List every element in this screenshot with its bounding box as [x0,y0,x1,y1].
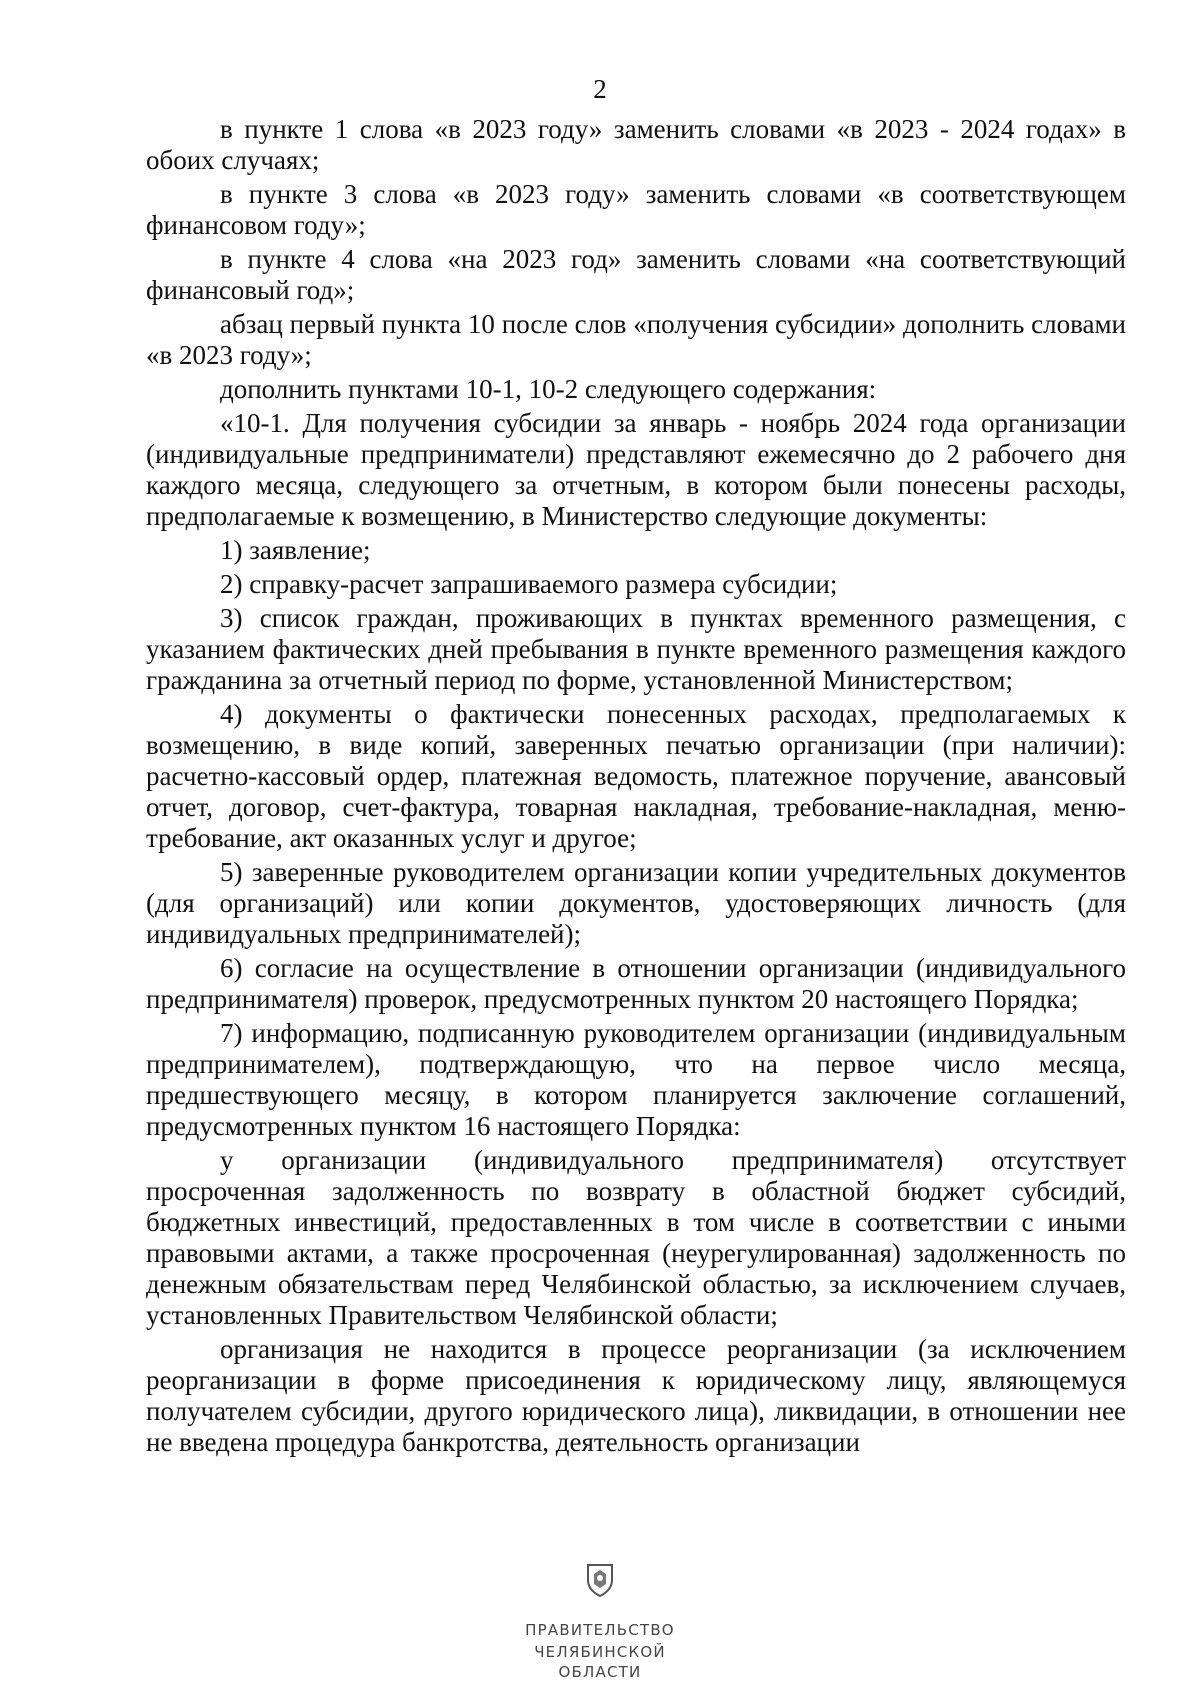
paragraph: организация не находится в процессе реорганизации (за исключением реорганизации в форме присоединения к юридическому лицу, являющемуся получателем субсидии, другого юридического лица), ликвидации, в отношении нее не введена процедура банкротства, деятельность организации [146,1334,1126,1457]
paragraph: в пункте 3 слова «в 2023 году» заменить словами «в соответствующем финансовом году»; [146,179,1126,240]
paragraph: дополнить пунктами 10-1, 10-2 следующего содержания: [220,374,877,404]
list-item: 4) документы о фактически понесенных расходах, предполагаемых к возмещению, в виде копий, заверенных печатью организации (при наличии): расчетно-кассовый ордер, платежная ведомость, платежное поручение, авансовый отчет, договор, счет-фактура, товарная накладная, требование-накладная, меню-требование, акт оказанных услуг и другое; [146,699,1126,853]
government-stamp [515,1562,685,1681]
paragraph: «10-1. Для получения субсидии за январь - ноябрь 2024 года организации (индивидуальные предприниматели) представляют ежемесячно до 2 рабочего дня каждого месяца, следующего за отчетным, в котором были понесены расходы, предполагаемые к возмещению, в Министерство следующие документы: [146,408,1126,531]
list-item: 3) список граждан, проживающих в пунктах временного размещения, с указанием фактических дней пребывания в пункте временного размещения каждого гражданина за отчетный период по форме, установленной Министерством; [146,603,1126,695]
stamp-line-1: ПРАВИТЕЛЬСТВО [525,1621,675,1639]
paragraph: у организации (индивидуального предпринимателя) отсутствует просроченная задолженность по возврату в областной бюджет субсидий, бюджетных инвестиций, предоставленных в том числе в соответствии с иными правовыми актами, а также просроченная (неурегулированная) задолженность по денежным обязательствам перед Челябинской областью, за исключением случаев, установленных Правительством Челябинской области; [146,1145,1126,1330]
paragraph: абзац первый пункта 10 после слов «получения субсидии» дополнить словами «в 2023 году»; [146,309,1126,370]
paragraph: в пункте 1 слова «в 2023 году» заменить словами «в 2023 - 2024 годах» в обоих случаях; [146,114,1126,175]
coat-of-arms-icon [584,1562,616,1598]
list-item: 7) информацию, подписанную руководителем организации (индивидуальным предпринимателем), подтверждающую, что на первое число месяца, предшествующего месяцу, в котором планируется заключение соглашений, предусмотренных пунктом 16 настоящего Порядка: [146,1018,1126,1141]
document-body [146,114,1126,1458]
list-item: 5) заверенные руководителем организации копии учредительных документов (для организаций) или копии документов, удостоверяющих личность (для индивидуальных предпринимателей); [146,857,1126,949]
list-item: 6) согласие на осуществление в отношении организации (индивидуального предпринимателя) проверок, предусмотренных пунктом 20 настоящего Порядка; [146,953,1126,1014]
list-item: 1) заявление; [220,535,371,565]
list-item: 2) справку-расчет запрашиваемого размера субсидии; [220,569,838,599]
paragraph: в пункте 4 слова «на 2023 год» заменить словами «на соответствующий финансовый год»; [146,244,1126,305]
stamp-line-2: ЧЕЛЯБИНСКОЙ ОБЛАСТИ [534,1643,666,1681]
page-number: 2 [593,74,607,104]
